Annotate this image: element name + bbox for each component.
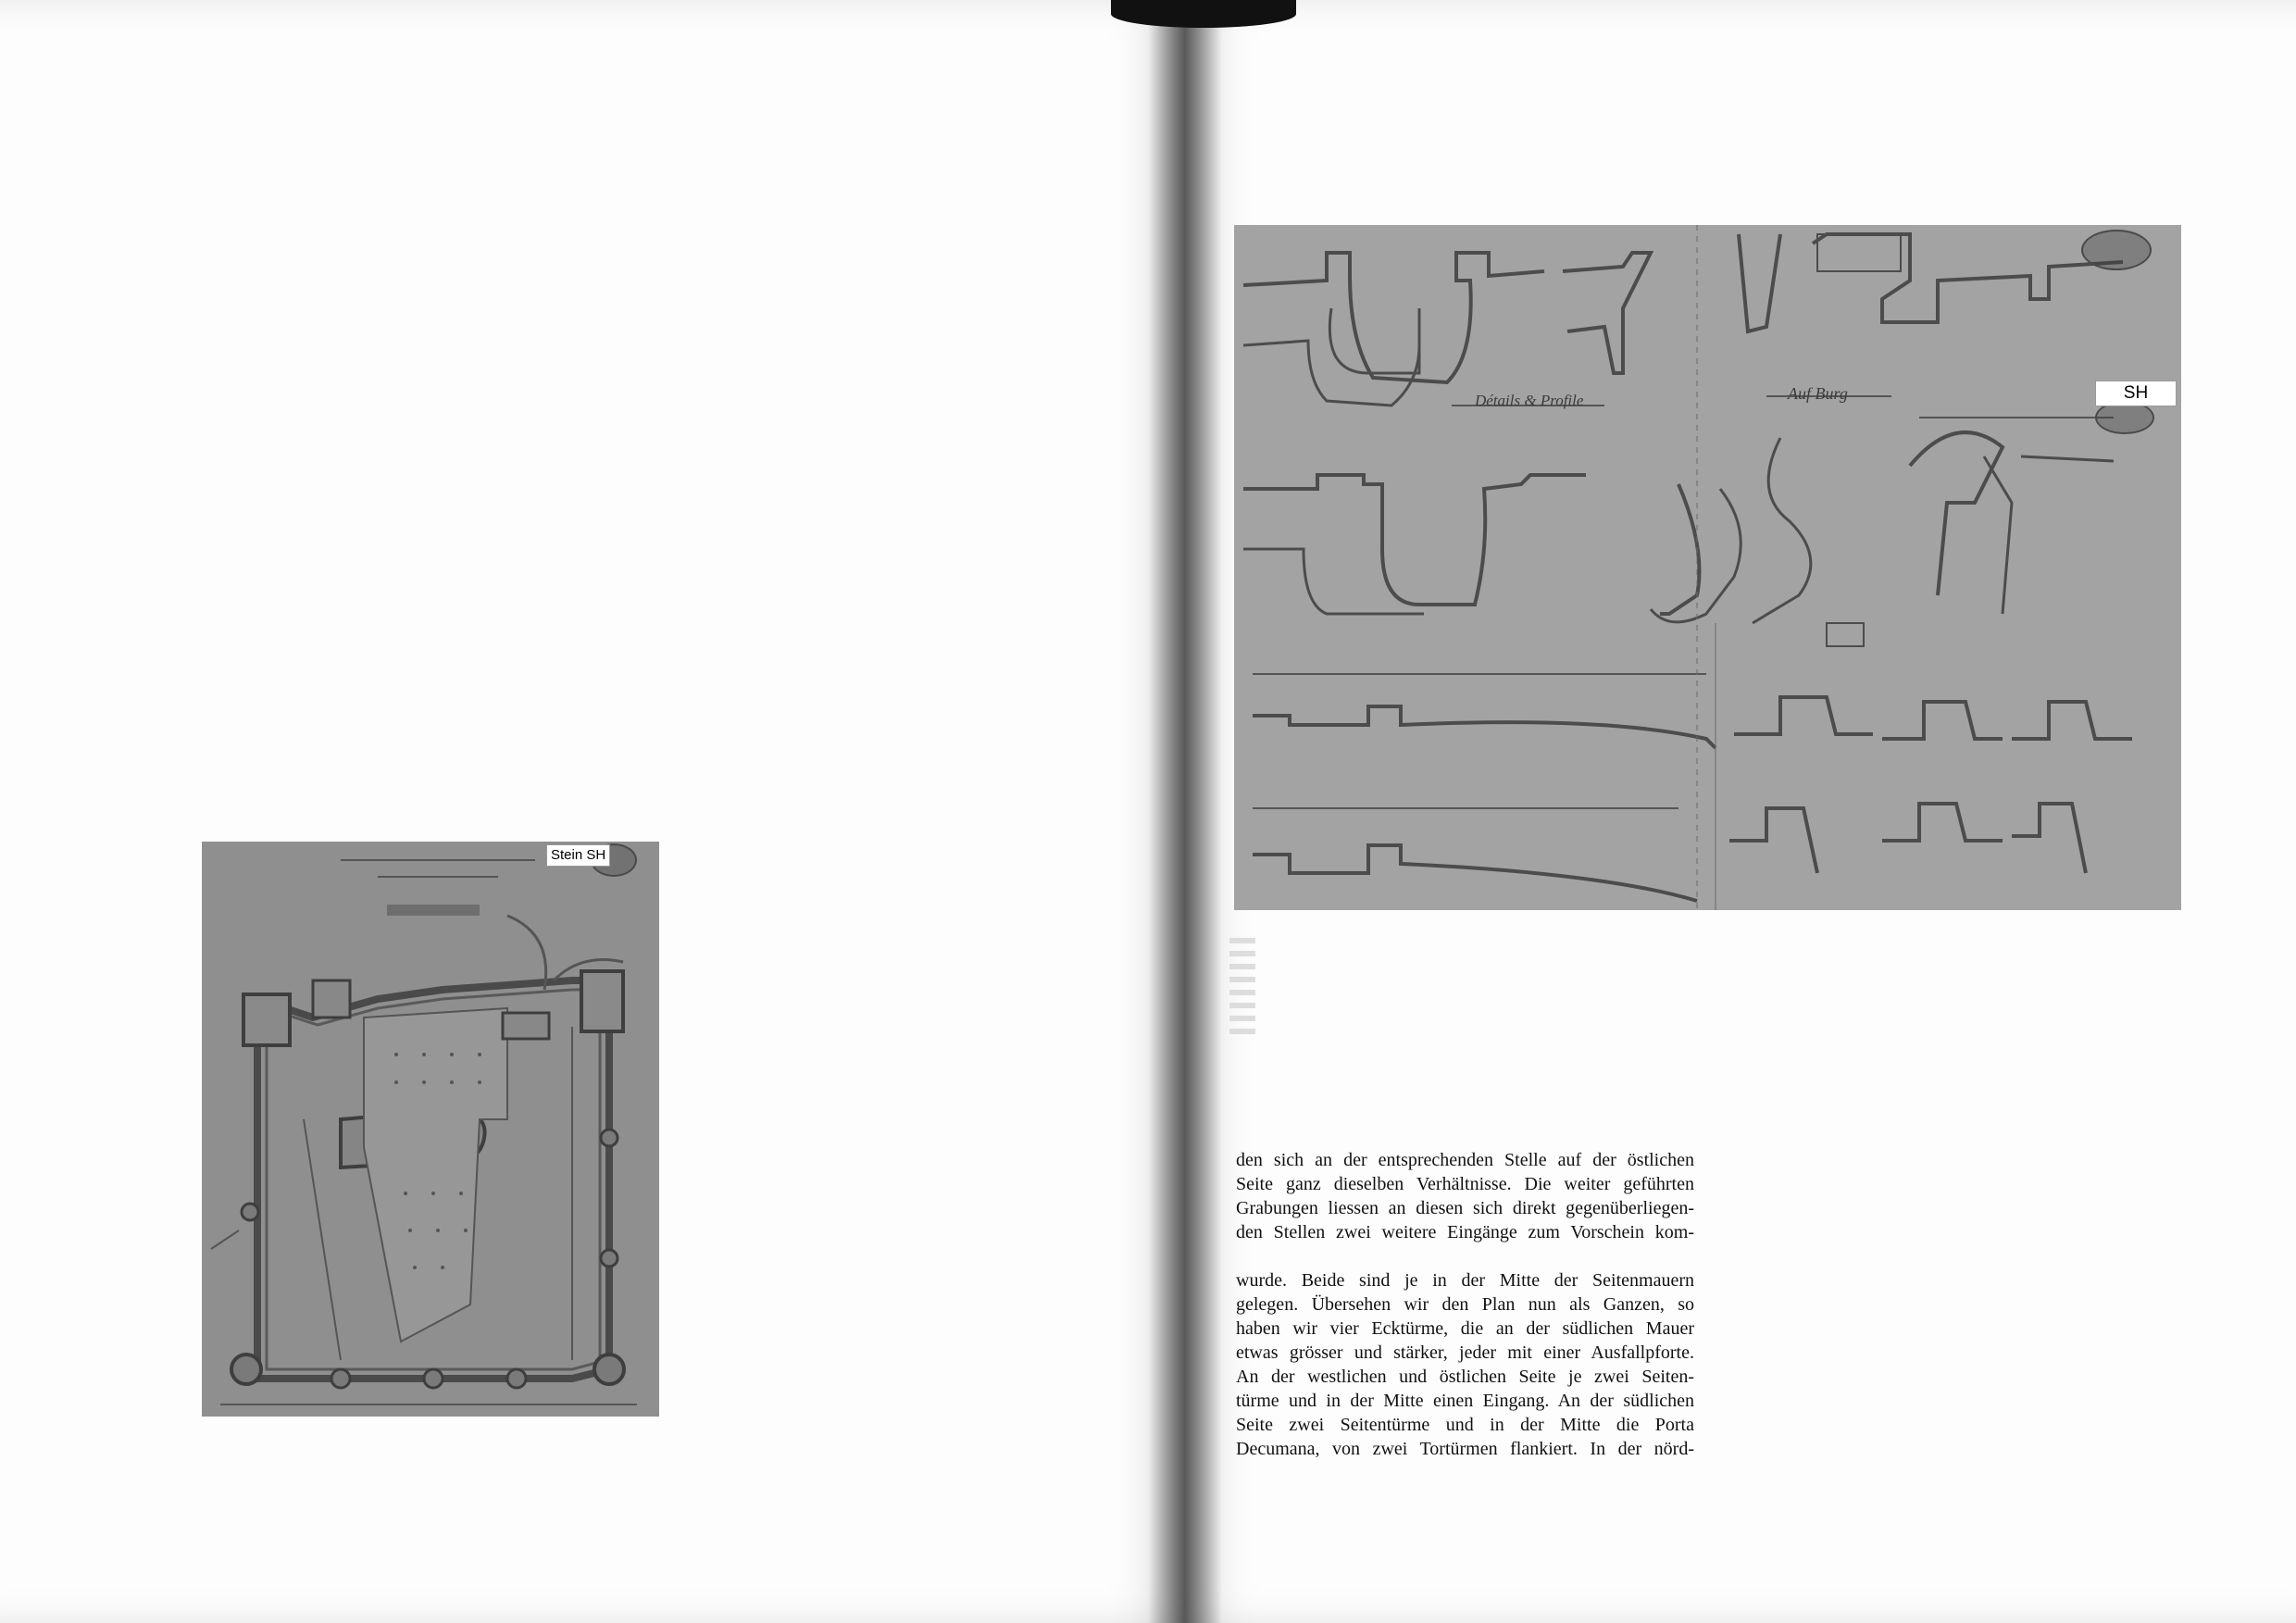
text-line: An der westlichen und östlichen Seite je zwei Seiten- xyxy=(1236,1367,1694,1387)
right-page xyxy=(1183,0,2296,1623)
details-heading: Détails & Profile xyxy=(1475,392,1584,409)
details-profiles-plan-image xyxy=(1234,225,2181,910)
paragraph-1 xyxy=(1236,1148,1694,1244)
text-line: Seite zwei Seitentürme und in der Mitte die Porta xyxy=(1236,1415,1694,1435)
text-line: den Stellen zwei weitere Eingänge zum Vorschein kom- xyxy=(1236,1222,1694,1242)
text-line: Decumana, von zwei Tortürmen flankiert. In der nörd- xyxy=(1236,1439,1694,1459)
stamp-label: Stein SH xyxy=(546,844,610,867)
auf-burg-heading: Auf Burg xyxy=(1788,384,1848,403)
text-line: etwas grösser und stärker, jeder mit einer Ausfallpforte. xyxy=(1236,1342,1694,1363)
stamp-label: SH xyxy=(2095,381,2177,406)
book-gutter xyxy=(1148,0,1222,1623)
text-line: den sich an der entsprechenden Stelle auf der östlichen xyxy=(1236,1150,1694,1170)
bleed-through-marks xyxy=(1229,930,1255,1153)
book-spine-edge xyxy=(1111,0,1296,28)
text-line: haben wir vier Ecktürme, die an der südlichen Mauer xyxy=(1236,1318,1694,1339)
paragraph-2 xyxy=(1236,1268,1694,1461)
details-profiles-drawing xyxy=(1234,225,2181,910)
text-line: Grabungen liessen an diesen sich direkt gegenüberliegen- xyxy=(1236,1198,1694,1218)
text-line: Seite ganz dieselben Verhältnisse. Die weiter geführten xyxy=(1236,1174,1694,1194)
text-line: gelegen. Übersehen wir den Plan nun als Ganzen, so xyxy=(1236,1294,1694,1315)
fort-plan-image xyxy=(202,842,659,1417)
text-line: türme und in der Mitte einen Eingang. An der südlichen xyxy=(1236,1391,1694,1411)
archive-stamp-icon xyxy=(2081,230,2152,270)
text-line: wurde. Beide sind je in der Mitte der Seitenmauern xyxy=(1236,1270,1694,1291)
fort-plan-drawing xyxy=(202,842,659,1417)
